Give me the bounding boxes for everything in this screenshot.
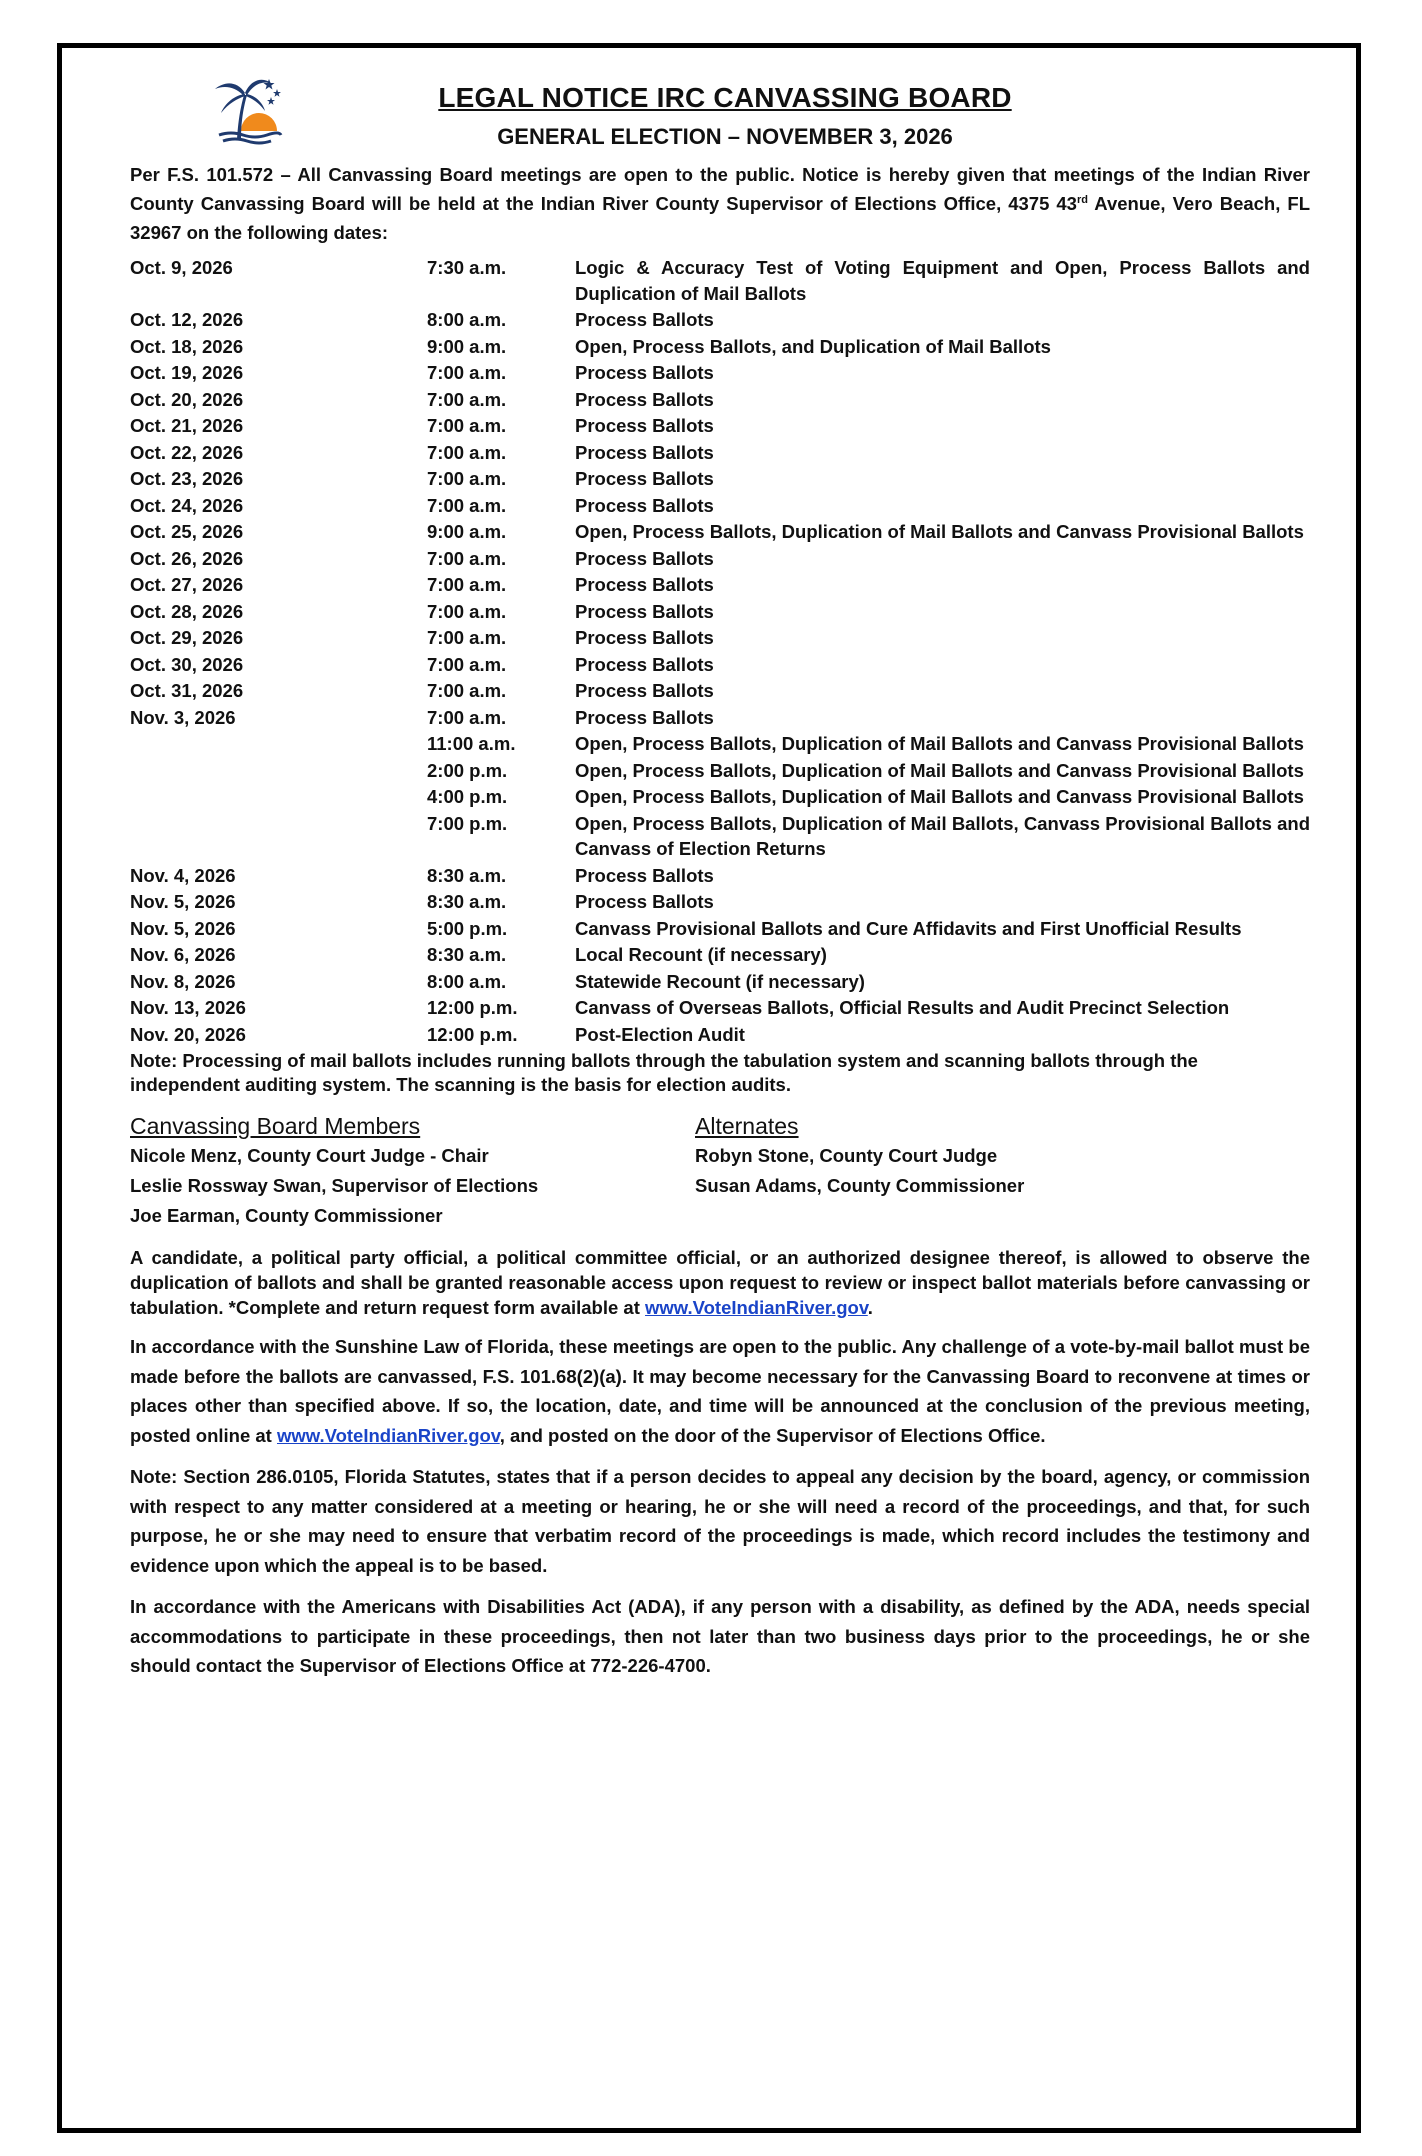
observer-paragraph	[130, 1245, 1310, 1320]
schedule-date: Oct. 19, 2026	[130, 362, 244, 383]
schedule-time: 2:00 p.m.	[427, 759, 508, 781]
schedule-description: Canvass of Overseas Ballots, Official Results and Audit Precinct Selection	[575, 997, 1230, 1018]
vote-website-link[interactable]: www.VoteIndianRiver.gov	[276, 1424, 500, 1446]
schedule-row	[130, 915, 1310, 942]
schedule-time: 7:00 a.m.	[427, 680, 507, 701]
alternates-column	[695, 1111, 1024, 1231]
schedule-date: Oct. 20, 2026	[130, 388, 244, 410]
schedule-row	[130, 968, 1310, 995]
schedule-time: 8:30 a.m.	[427, 864, 507, 886]
schedule-time: 7:00 a.m.	[427, 388, 507, 410]
schedule-time: 11:00 a.m.	[427, 733, 516, 754]
schedule-description: Open, Process Ballots, Duplication of Mail Ballots, Canvass Provisional Ballots and Canvass of Election Returns	[575, 812, 1310, 859]
schedule-row	[130, 333, 1310, 360]
schedule-row	[130, 545, 1310, 572]
meeting-schedule-table	[130, 255, 1310, 1047]
sunshine-text: In accordance with the Sunshine Law of Florida, these meetings are open to the public. Any challenge of a vote-by-mail ballot must be made before the ballots are canvassed, F.S. 101.68(2)(a). It may become necessary for the Canvassing Board to reconvene at times or places other than specified above. If so, the location, date, and time will be announced at the conclusion of the previous meeting, posted online at	[130, 1336, 1310, 1446]
schedule-time: 7:00 a.m.	[427, 547, 507, 569]
schedule-row	[130, 359, 1310, 386]
sunshine-law-paragraph	[130, 1332, 1310, 1450]
schedule-time: 12:00 p.m.	[427, 1023, 518, 1045]
schedule-description: Canvass Provisional Ballots and Cure Affidavits and First Unofficial Results	[575, 917, 1242, 939]
schedule-row	[130, 518, 1310, 545]
alternate-item: Robyn Stone, County Court Judge	[695, 1145, 998, 1166]
schedule-row	[130, 810, 1310, 862]
schedule-date: Oct. 29, 2026	[130, 627, 244, 648]
schedule-description: Process Ballots	[575, 468, 714, 489]
schedule-date: Nov. 8, 2026	[130, 970, 236, 992]
schedule-time: 7:00 a.m.	[427, 574, 507, 595]
schedule-date	[130, 810, 427, 862]
schedule-row	[130, 704, 1310, 731]
schedule-row	[130, 783, 1310, 810]
schedule-description: Process Ballots	[575, 627, 714, 648]
schedule-row	[130, 255, 1310, 306]
schedule-description: Process Ballots	[575, 864, 714, 886]
schedule-row	[130, 624, 1310, 651]
schedule-description: Post-Election Audit	[575, 1023, 745, 1045]
schedule-description: Process Ballots	[575, 680, 714, 701]
schedule-description: Open, Process Ballots, Duplication of Mail Ballots and Canvass Provisional Ballots	[575, 521, 1304, 542]
schedule-description: Process Ballots	[575, 494, 714, 516]
schedule-description: Process Ballots	[575, 891, 714, 912]
schedule-date: Nov. 3, 2026	[130, 706, 236, 728]
schedule-date: Oct. 24, 2026	[130, 494, 244, 516]
sunshine-text-end: , and posted on the door of the Supervisor of Elections Office.	[499, 1424, 1046, 1446]
schedule-time: 8:30 a.m.	[427, 891, 507, 912]
schedule-time: 7:00 a.m.	[427, 600, 507, 622]
schedule-time: 7:00 a.m.	[427, 627, 507, 648]
member-item: Joe Earman, County Commissioner	[130, 1205, 443, 1226]
schedule-description: Open, Process Ballots, Duplication of Mail Ballots and Canvass Provisional Ballots	[575, 759, 1304, 781]
board-members-section	[130, 1111, 1310, 1231]
members-column	[130, 1111, 695, 1231]
schedule-row	[130, 1021, 1310, 1048]
intro-text-end: Avenue, Vero Beach, FL 32967 on the following dates:	[130, 193, 1310, 243]
schedule-row	[130, 492, 1310, 519]
processing-note: Note: Processing of mail ballots includes running ballots through the tabulation system and scanning ballots through the independent auditing system. The scanning is the basis for election audits.	[130, 1050, 1198, 1095]
intro-superscript: rd	[1076, 193, 1088, 206]
schedule-time: 8:00 a.m.	[427, 970, 507, 992]
schedule-description: Process Ballots	[575, 574, 714, 595]
schedule-row	[130, 730, 1310, 757]
schedule-row	[130, 571, 1310, 598]
member-item: Leslie Rossway Swan, Supervisor of Elections	[130, 1175, 539, 1196]
schedule-row	[130, 651, 1310, 678]
schedule-row	[130, 941, 1310, 968]
vote-website-link[interactable]: www.VoteIndianRiver.gov	[645, 1297, 868, 1318]
schedule-date: Oct. 9, 2026	[130, 257, 233, 278]
schedule-date: Oct. 30, 2026	[130, 653, 244, 675]
observer-text: A candidate, a political party official, a political committee official, or an authorized designee thereof, is allowed to observe the duplication of ballots and shall be granted reasonable access upon request to review or inspect ballot materials before canvassing or tabulation. *Complete and return request form available at	[130, 1247, 1310, 1318]
schedule-time: 7:00 a.m.	[427, 415, 507, 436]
schedule-date	[130, 730, 427, 757]
schedule-date: Oct. 21, 2026	[130, 415, 244, 436]
ada-paragraph: In accordance with the Americans with Disabilities Act (ADA), if any person with a disability, as defined by the ADA, needs special accommodations to participate in these proceedings, then not later than two business days prior to the proceedings, he or she should contact the Supervisor of Elections Office at 772-226-4700.	[130, 1596, 1310, 1676]
schedule-description: Process Ballots	[575, 441, 714, 463]
schedule-time: 5:00 p.m.	[427, 917, 508, 939]
schedule-description: Process Ballots	[575, 600, 714, 622]
schedule-description: Open, Process Ballots, Duplication of Mail Ballots and Canvass Provisional Ballots	[575, 733, 1304, 754]
schedule-description: Local Recount (if necessary)	[575, 944, 827, 965]
schedule-description: Process Ballots	[575, 653, 714, 675]
schedule-time: 7:00 a.m.	[427, 468, 507, 489]
schedule-description: Process Ballots	[575, 415, 714, 436]
schedule-description: Open, Process Ballots, Duplication of Mail Ballots and Canvass Provisional Ballots	[575, 786, 1304, 807]
appeal-note-paragraph: Note: Section 286.0105, Florida Statutes, states that if a person decides to appeal any decision by the board, agency, or commission with respect to any matter considered at a meeting or hearing, he or she will need a record of the proceedings, and that, for such purpose, he or she may need to ensure that verbatim record of the proceedings is made, which record includes the testimony and evidence upon which the appeal is to be based.	[130, 1466, 1310, 1576]
schedule-date: Oct. 18, 2026	[130, 335, 244, 357]
schedule-date: Oct. 25, 2026	[130, 521, 244, 542]
schedule-time: 4:00 p.m.	[427, 786, 508, 807]
schedule-time: 7:00 a.m.	[427, 653, 507, 675]
schedule-date: Nov. 6, 2026	[130, 944, 236, 965]
intro-paragraph	[130, 160, 1310, 247]
schedule-date: Nov. 20, 2026	[130, 1023, 246, 1045]
schedule-date: Nov. 4, 2026	[130, 864, 236, 886]
schedule-description: Process Ballots	[575, 388, 714, 410]
schedule-time: 8:00 a.m.	[427, 309, 507, 330]
schedule-row	[130, 386, 1310, 413]
schedule-time: 7:00 a.m.	[427, 362, 507, 383]
schedule-row	[130, 757, 1310, 784]
observer-text-end: .	[867, 1297, 873, 1318]
schedule-time: 8:30 a.m.	[427, 944, 507, 965]
schedule-date	[130, 783, 427, 810]
schedule-time: 7:00 a.m.	[427, 706, 507, 728]
schedule-date: Nov. 5, 2026	[130, 891, 236, 912]
page-subtitle: GENERAL ELECTION – NOVEMBER 3, 2026	[497, 124, 953, 149]
schedule-date: Oct. 22, 2026	[130, 441, 244, 463]
schedule-description: Process Ballots	[575, 362, 714, 383]
alternates-heading: Alternates	[695, 1113, 799, 1139]
schedule-time: 7:00 a.m.	[427, 494, 507, 516]
schedule-description: Logic & Accuracy Test of Voting Equipment and Open, Process Ballots and Duplication of Mail Ballots	[575, 257, 1310, 304]
schedule-date: Nov. 13, 2026	[130, 997, 246, 1018]
schedule-date: Nov. 5, 2026	[130, 917, 236, 939]
member-item: Nicole Menz, County Court Judge - Chair	[130, 1145, 489, 1166]
schedule-row	[130, 465, 1310, 492]
schedule-time: 9:00 a.m.	[427, 335, 507, 357]
schedule-date: Oct. 26, 2026	[130, 547, 244, 569]
page-title: LEGAL NOTICE IRC CANVASSING BOARD	[438, 82, 1012, 113]
schedule-time: 7:00 a.m.	[427, 441, 507, 463]
schedule-date	[130, 757, 427, 784]
schedule-date: Oct. 12, 2026	[130, 309, 244, 330]
intro-text: Per F.S. 101.572 – All Canvassing Board meetings are open to the public. Notice is hereby given that meetings of the Indian River County Canvassing Board will be held at the Indian River County Supervisor of Elections Office, 4375 43	[130, 164, 1310, 214]
schedule-row	[130, 598, 1310, 625]
schedule-row	[130, 412, 1310, 439]
members-heading: Canvassing Board Members	[130, 1113, 421, 1139]
schedule-row	[130, 994, 1310, 1021]
schedule-description: Statewide Recount (if necessary)	[575, 970, 865, 992]
schedule-description: Open, Process Ballots, and Duplication of Mail Ballots	[575, 335, 1051, 357]
schedule-date: Oct. 27, 2026	[130, 574, 244, 595]
schedule-time: 12:00 p.m.	[427, 997, 518, 1018]
schedule-row	[130, 677, 1310, 704]
schedule-description: Process Ballots	[575, 547, 714, 569]
schedule-description: Process Ballots	[575, 309, 714, 330]
schedule-date: Oct. 23, 2026	[130, 468, 244, 489]
alternate-item: Susan Adams, County Commissioner	[695, 1175, 1025, 1196]
schedule-time: 9:00 a.m.	[427, 521, 507, 542]
schedule-row	[130, 306, 1310, 333]
schedule-row	[130, 862, 1310, 889]
schedule-row	[130, 888, 1310, 915]
schedule-date: Oct. 31, 2026	[130, 680, 244, 701]
schedule-description: Process Ballots	[575, 706, 714, 728]
schedule-row	[130, 439, 1310, 466]
notice-content	[130, 82, 1310, 1681]
schedule-date: Oct. 28, 2026	[130, 600, 244, 622]
schedule-time: 7:30 a.m.	[427, 257, 507, 278]
schedule-time: 7:00 p.m.	[427, 812, 508, 834]
